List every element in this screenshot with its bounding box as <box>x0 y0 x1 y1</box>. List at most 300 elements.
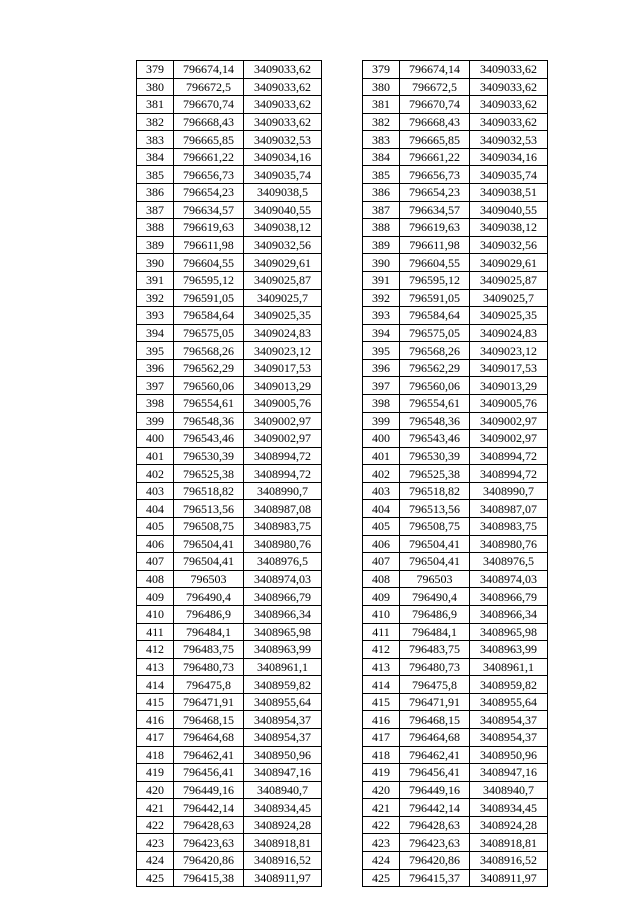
y-coordinate-cell: 3409002,97 <box>470 412 548 430</box>
point-number-cell: 383 <box>137 131 174 149</box>
x-coordinate-cell: 796504,41 <box>174 535 244 553</box>
point-number-cell: 423 <box>137 834 174 852</box>
y-coordinate-cell: 3408994,72 <box>244 447 322 465</box>
y-coordinate-cell: 3409013,29 <box>470 377 548 395</box>
table-row <box>363 78 548 96</box>
point-number-cell: 391 <box>137 271 174 289</box>
x-coordinate-cell: 796428,63 <box>400 816 470 834</box>
x-coordinate-cell: 796423,63 <box>400 834 470 852</box>
x-coordinate-cell: 796548,36 <box>400 412 470 430</box>
point-number-cell: 409 <box>137 588 174 606</box>
x-coordinate-cell: 796670,74 <box>174 96 244 114</box>
table-row <box>137 184 322 202</box>
table-row <box>137 676 322 694</box>
x-coordinate-cell: 796665,85 <box>400 131 470 149</box>
y-coordinate-cell: 3408911,97 <box>470 869 548 887</box>
point-number-cell: 408 <box>363 570 400 588</box>
table-row <box>363 61 548 79</box>
table-row <box>363 377 548 395</box>
point-number-cell: 401 <box>137 447 174 465</box>
point-number-cell: 394 <box>363 324 400 342</box>
y-coordinate-cell: 3409033,62 <box>470 96 548 114</box>
table-row <box>363 834 548 852</box>
x-coordinate-cell: 796619,63 <box>174 219 244 237</box>
point-number-cell: 395 <box>363 342 400 360</box>
table-row <box>137 570 322 588</box>
point-number-cell: 399 <box>137 412 174 430</box>
table-row <box>137 377 322 395</box>
y-coordinate-cell: 3409025,35 <box>470 307 548 325</box>
table-row <box>137 869 322 887</box>
x-coordinate-cell: 796668,43 <box>174 113 244 131</box>
point-number-cell: 394 <box>137 324 174 342</box>
table-row <box>363 430 548 448</box>
point-number-cell: 389 <box>363 236 400 254</box>
table-row <box>137 394 322 412</box>
x-coordinate-cell: 796490,4 <box>174 588 244 606</box>
x-coordinate-cell: 796656,73 <box>400 166 470 184</box>
y-coordinate-cell: 3408955,64 <box>244 693 322 711</box>
y-coordinate-cell: 3409005,76 <box>470 394 548 412</box>
coordinates-table-right-body <box>363 61 548 887</box>
x-coordinate-cell: 796562,29 <box>174 359 244 377</box>
x-coordinate-cell: 796504,41 <box>174 553 244 571</box>
point-number-cell: 422 <box>137 816 174 834</box>
table-row <box>137 535 322 553</box>
table-row <box>363 289 548 307</box>
x-coordinate-cell: 796456,41 <box>174 764 244 782</box>
point-number-cell: 418 <box>363 746 400 764</box>
x-coordinate-cell: 796568,26 <box>400 342 470 360</box>
table-row <box>363 324 548 342</box>
x-coordinate-cell: 796484,1 <box>400 623 470 641</box>
x-coordinate-cell: 796560,06 <box>174 377 244 395</box>
y-coordinate-cell: 3408911,97 <box>244 869 322 887</box>
x-coordinate-cell: 796486,9 <box>400 605 470 623</box>
x-coordinate-cell: 796471,91 <box>400 693 470 711</box>
y-coordinate-cell: 3409025,35 <box>244 307 322 325</box>
point-number-cell: 417 <box>137 728 174 746</box>
x-coordinate-cell: 796475,8 <box>400 676 470 694</box>
x-coordinate-cell: 796504,41 <box>400 553 470 571</box>
table-row <box>137 641 322 659</box>
table-row <box>137 113 322 131</box>
y-coordinate-cell: 3409002,97 <box>244 430 322 448</box>
x-coordinate-cell: 796674,14 <box>174 61 244 79</box>
x-coordinate-cell: 796468,15 <box>400 711 470 729</box>
y-coordinate-cell: 3408980,76 <box>470 535 548 553</box>
y-coordinate-cell: 3409033,62 <box>244 96 322 114</box>
table-row <box>137 658 322 676</box>
table-row <box>363 113 548 131</box>
table-row <box>137 465 322 483</box>
x-coordinate-cell: 796475,8 <box>174 676 244 694</box>
point-number-cell: 404 <box>363 500 400 518</box>
point-number-cell: 379 <box>137 61 174 79</box>
point-number-cell: 386 <box>137 184 174 202</box>
y-coordinate-cell: 3409032,53 <box>244 131 322 149</box>
y-coordinate-cell: 3408947,16 <box>244 764 322 782</box>
y-coordinate-cell: 3409002,97 <box>470 430 548 448</box>
point-number-cell: 407 <box>137 553 174 571</box>
y-coordinate-cell: 3409005,76 <box>244 394 322 412</box>
x-coordinate-cell: 796415,37 <box>400 869 470 887</box>
table-row <box>137 518 322 536</box>
x-coordinate-cell: 796654,23 <box>400 184 470 202</box>
table-row <box>363 482 548 500</box>
table-row <box>363 781 548 799</box>
table-row <box>137 711 322 729</box>
table-row <box>363 236 548 254</box>
x-coordinate-cell: 796554,61 <box>174 394 244 412</box>
y-coordinate-cell: 3409035,74 <box>470 166 548 184</box>
point-number-cell: 399 <box>363 412 400 430</box>
y-coordinate-cell: 3408954,37 <box>244 728 322 746</box>
table-row <box>137 588 322 606</box>
x-coordinate-cell: 796575,05 <box>174 324 244 342</box>
point-number-cell: 392 <box>363 289 400 307</box>
y-coordinate-cell: 3409038,12 <box>244 219 322 237</box>
point-number-cell: 422 <box>363 816 400 834</box>
x-coordinate-cell: 796568,26 <box>174 342 244 360</box>
point-number-cell: 408 <box>137 570 174 588</box>
x-coordinate-cell: 796661,22 <box>400 148 470 166</box>
table-row <box>137 553 322 571</box>
point-number-cell: 410 <box>137 605 174 623</box>
x-coordinate-cell: 796462,41 <box>174 746 244 764</box>
y-coordinate-cell: 3409024,83 <box>470 324 548 342</box>
y-coordinate-cell: 3409033,62 <box>244 113 322 131</box>
point-number-cell: 390 <box>363 254 400 272</box>
x-coordinate-cell: 796480,73 <box>174 658 244 676</box>
table-row <box>137 236 322 254</box>
y-coordinate-cell: 3409023,12 <box>470 342 548 360</box>
y-coordinate-cell: 3409025,7 <box>470 289 548 307</box>
table-row <box>363 553 548 571</box>
y-coordinate-cell: 3408954,37 <box>470 711 548 729</box>
x-coordinate-cell: 796525,38 <box>174 465 244 483</box>
point-number-cell: 421 <box>363 799 400 817</box>
point-number-cell: 400 <box>137 430 174 448</box>
table-row <box>363 658 548 676</box>
x-coordinate-cell: 796518,82 <box>400 482 470 500</box>
x-coordinate-cell: 796468,15 <box>174 711 244 729</box>
point-number-cell: 406 <box>137 535 174 553</box>
table-row <box>363 219 548 237</box>
x-coordinate-cell: 796543,46 <box>174 430 244 448</box>
point-number-cell: 418 <box>137 746 174 764</box>
point-number-cell: 410 <box>363 605 400 623</box>
table-row <box>363 184 548 202</box>
table-row <box>137 78 322 96</box>
table-row <box>363 535 548 553</box>
y-coordinate-cell: 3409017,53 <box>470 359 548 377</box>
y-coordinate-cell: 3409023,12 <box>244 342 322 360</box>
point-number-cell: 387 <box>363 201 400 219</box>
point-number-cell: 397 <box>137 377 174 395</box>
y-coordinate-cell: 3408961,1 <box>244 658 322 676</box>
table-row <box>363 201 548 219</box>
x-coordinate-cell: 796471,91 <box>174 693 244 711</box>
y-coordinate-cell: 3408934,45 <box>470 799 548 817</box>
point-number-cell: 384 <box>363 148 400 166</box>
table-row <box>363 412 548 430</box>
point-number-cell: 382 <box>363 113 400 131</box>
y-coordinate-cell: 3409032,56 <box>244 236 322 254</box>
point-number-cell: 406 <box>363 535 400 553</box>
table-row <box>363 96 548 114</box>
point-number-cell: 411 <box>363 623 400 641</box>
point-number-cell: 403 <box>363 482 400 500</box>
y-coordinate-cell: 3409033,62 <box>470 61 548 79</box>
x-coordinate-cell: 796604,55 <box>174 254 244 272</box>
table-row <box>363 623 548 641</box>
table-row <box>137 342 322 360</box>
point-number-cell: 395 <box>137 342 174 360</box>
point-number-cell: 393 <box>137 307 174 325</box>
y-coordinate-cell: 3409024,83 <box>244 324 322 342</box>
table-row <box>137 799 322 817</box>
y-coordinate-cell: 3408990,7 <box>470 482 548 500</box>
point-number-cell: 417 <box>363 728 400 746</box>
y-coordinate-cell: 3409038,51 <box>470 184 548 202</box>
y-coordinate-cell: 3408966,79 <box>244 588 322 606</box>
x-coordinate-cell: 796428,63 <box>174 816 244 834</box>
x-coordinate-cell: 796462,41 <box>400 746 470 764</box>
table-row <box>363 465 548 483</box>
table-row <box>363 852 548 870</box>
y-coordinate-cell: 3409040,55 <box>244 201 322 219</box>
table-row <box>363 394 548 412</box>
point-number-cell: 413 <box>363 658 400 676</box>
x-coordinate-cell: 796562,29 <box>400 359 470 377</box>
x-coordinate-cell: 796619,63 <box>400 219 470 237</box>
y-coordinate-cell: 3408974,03 <box>244 570 322 588</box>
y-coordinate-cell: 3408987,08 <box>244 500 322 518</box>
y-coordinate-cell: 3409033,62 <box>470 78 548 96</box>
point-number-cell: 400 <box>363 430 400 448</box>
y-coordinate-cell: 3408963,99 <box>244 641 322 659</box>
table-row <box>363 570 548 588</box>
table-row <box>137 324 322 342</box>
table-row <box>137 271 322 289</box>
point-number-cell: 398 <box>137 394 174 412</box>
table-row <box>137 412 322 430</box>
table-row <box>363 271 548 289</box>
table-row <box>363 166 548 184</box>
x-coordinate-cell: 796415,38 <box>174 869 244 887</box>
point-number-cell: 398 <box>363 394 400 412</box>
x-coordinate-cell: 796591,05 <box>174 289 244 307</box>
x-coordinate-cell: 796464,68 <box>174 728 244 746</box>
table-row <box>137 764 322 782</box>
y-coordinate-cell: 3408959,82 <box>244 676 322 694</box>
point-number-cell: 402 <box>363 465 400 483</box>
x-coordinate-cell: 796503 <box>400 570 470 588</box>
y-coordinate-cell: 3409025,7 <box>244 289 322 307</box>
y-coordinate-cell: 3408974,03 <box>470 570 548 588</box>
table-row <box>137 61 322 79</box>
x-coordinate-cell: 796490,4 <box>400 588 470 606</box>
x-coordinate-cell: 796508,75 <box>174 518 244 536</box>
x-coordinate-cell: 796420,86 <box>174 852 244 870</box>
point-number-cell: 396 <box>363 359 400 377</box>
point-number-cell: 397 <box>363 377 400 395</box>
table-row <box>137 148 322 166</box>
table-row <box>137 623 322 641</box>
point-number-cell: 415 <box>137 693 174 711</box>
y-coordinate-cell: 3408940,7 <box>470 781 548 799</box>
table-row <box>363 359 548 377</box>
table-row <box>137 96 322 114</box>
x-coordinate-cell: 796634,57 <box>400 201 470 219</box>
x-coordinate-cell: 796525,38 <box>400 465 470 483</box>
x-coordinate-cell: 796442,14 <box>174 799 244 817</box>
x-coordinate-cell: 796486,9 <box>174 605 244 623</box>
y-coordinate-cell: 3408966,79 <box>470 588 548 606</box>
point-number-cell: 405 <box>137 518 174 536</box>
table-row <box>363 588 548 606</box>
table-row <box>363 711 548 729</box>
table-row <box>363 764 548 782</box>
table-row <box>363 869 548 887</box>
table-row <box>137 166 322 184</box>
table-row <box>363 131 548 149</box>
point-number-cell: 392 <box>137 289 174 307</box>
point-number-cell: 407 <box>363 553 400 571</box>
x-coordinate-cell: 796665,85 <box>174 131 244 149</box>
y-coordinate-cell: 3408965,98 <box>244 623 322 641</box>
point-number-cell: 389 <box>137 236 174 254</box>
table-row <box>137 500 322 518</box>
x-coordinate-cell: 796595,12 <box>400 271 470 289</box>
point-number-cell: 425 <box>363 869 400 887</box>
x-coordinate-cell: 796518,82 <box>174 482 244 500</box>
point-number-cell: 386 <box>363 184 400 202</box>
point-number-cell: 396 <box>137 359 174 377</box>
point-number-cell: 388 <box>137 219 174 237</box>
point-number-cell: 385 <box>137 166 174 184</box>
point-number-cell: 412 <box>137 641 174 659</box>
point-number-cell: 401 <box>363 447 400 465</box>
y-coordinate-cell: 3408980,76 <box>244 535 322 553</box>
y-coordinate-cell: 3408965,98 <box>470 623 548 641</box>
y-coordinate-cell: 3408934,45 <box>244 799 322 817</box>
coordinates-table-left <box>136 60 322 887</box>
point-number-cell: 419 <box>363 764 400 782</box>
x-coordinate-cell: 796513,56 <box>400 500 470 518</box>
y-coordinate-cell: 3408954,37 <box>470 728 548 746</box>
point-number-cell: 420 <box>363 781 400 799</box>
table-row <box>137 307 322 325</box>
y-coordinate-cell: 3409034,16 <box>244 148 322 166</box>
coordinates-table-left-body <box>137 61 322 887</box>
point-number-cell: 404 <box>137 500 174 518</box>
table-row <box>363 746 548 764</box>
y-coordinate-cell: 3409002,97 <box>244 412 322 430</box>
y-coordinate-cell: 3408963,99 <box>470 641 548 659</box>
point-number-cell: 385 <box>363 166 400 184</box>
x-coordinate-cell: 796584,64 <box>400 307 470 325</box>
y-coordinate-cell: 3408983,75 <box>244 518 322 536</box>
table-row <box>137 131 322 149</box>
point-number-cell: 423 <box>363 834 400 852</box>
y-coordinate-cell: 3409038,12 <box>470 219 548 237</box>
y-coordinate-cell: 3409017,53 <box>244 359 322 377</box>
point-number-cell: 393 <box>363 307 400 325</box>
table-row <box>137 482 322 500</box>
y-coordinate-cell: 3409038,5 <box>244 184 322 202</box>
x-coordinate-cell: 796654,23 <box>174 184 244 202</box>
table-row <box>363 148 548 166</box>
y-coordinate-cell: 3408950,96 <box>470 746 548 764</box>
x-coordinate-cell: 796670,74 <box>400 96 470 114</box>
table-row <box>363 728 548 746</box>
y-coordinate-cell: 3408916,52 <box>244 852 322 870</box>
table-row <box>363 816 548 834</box>
point-number-cell: 416 <box>363 711 400 729</box>
point-number-cell: 380 <box>137 78 174 96</box>
point-number-cell: 414 <box>137 676 174 694</box>
point-number-cell: 425 <box>137 869 174 887</box>
x-coordinate-cell: 796449,16 <box>174 781 244 799</box>
table-row <box>363 447 548 465</box>
x-coordinate-cell: 796504,41 <box>400 535 470 553</box>
x-coordinate-cell: 796656,73 <box>174 166 244 184</box>
point-number-cell: 381 <box>137 96 174 114</box>
x-coordinate-cell: 796611,98 <box>400 236 470 254</box>
x-coordinate-cell: 796672,5 <box>400 78 470 96</box>
table-row <box>363 518 548 536</box>
y-coordinate-cell: 3409029,61 <box>470 254 548 272</box>
point-number-cell: 412 <box>363 641 400 659</box>
point-number-cell: 414 <box>363 676 400 694</box>
table-row <box>137 201 322 219</box>
point-number-cell: 403 <box>137 482 174 500</box>
point-number-cell: 380 <box>363 78 400 96</box>
y-coordinate-cell: 3409013,29 <box>244 377 322 395</box>
x-coordinate-cell: 796604,55 <box>400 254 470 272</box>
table-row <box>363 307 548 325</box>
x-coordinate-cell: 796661,22 <box>174 148 244 166</box>
point-number-cell: 415 <box>363 693 400 711</box>
point-number-cell: 402 <box>137 465 174 483</box>
point-number-cell: 421 <box>137 799 174 817</box>
y-coordinate-cell: 3408940,7 <box>244 781 322 799</box>
x-coordinate-cell: 796560,06 <box>400 377 470 395</box>
y-coordinate-cell: 3409033,62 <box>244 78 322 96</box>
x-coordinate-cell: 796554,61 <box>400 394 470 412</box>
table-row <box>137 781 322 799</box>
x-coordinate-cell: 796575,05 <box>400 324 470 342</box>
table-row <box>137 219 322 237</box>
x-coordinate-cell: 796530,39 <box>400 447 470 465</box>
point-number-cell: 387 <box>137 201 174 219</box>
table-row <box>137 605 322 623</box>
point-number-cell: 411 <box>137 623 174 641</box>
coordinates-table-right <box>362 60 548 887</box>
y-coordinate-cell: 3408987,07 <box>470 500 548 518</box>
point-number-cell: 382 <box>137 113 174 131</box>
table-row <box>137 852 322 870</box>
point-number-cell: 416 <box>137 711 174 729</box>
y-coordinate-cell: 3408955,64 <box>470 693 548 711</box>
x-coordinate-cell: 796483,75 <box>400 641 470 659</box>
x-coordinate-cell: 796513,56 <box>174 500 244 518</box>
table-row <box>363 676 548 694</box>
y-coordinate-cell: 3409029,61 <box>244 254 322 272</box>
y-coordinate-cell: 3409025,87 <box>470 271 548 289</box>
